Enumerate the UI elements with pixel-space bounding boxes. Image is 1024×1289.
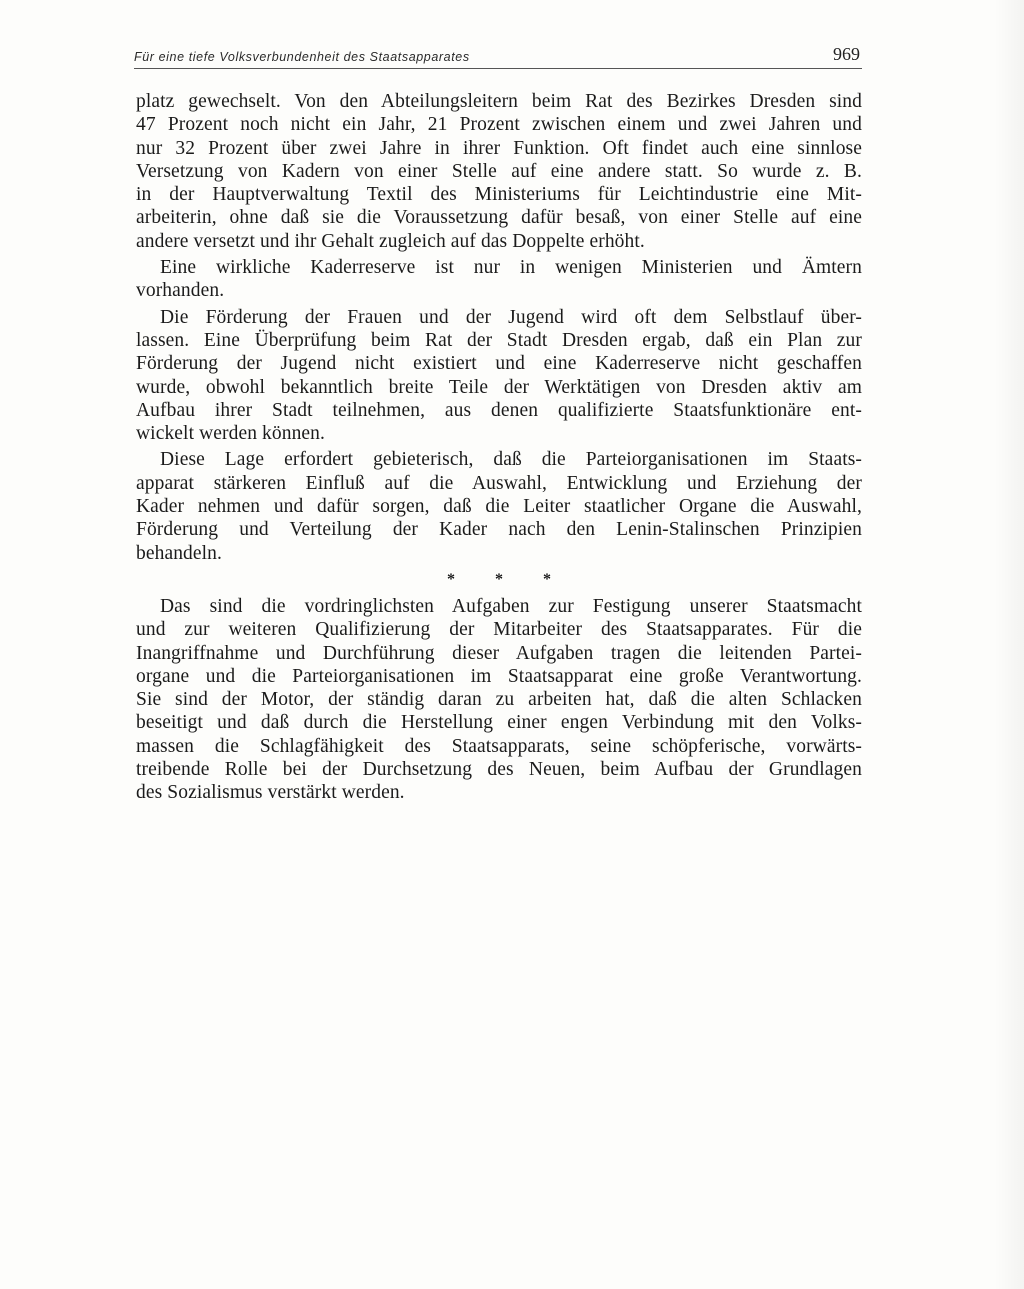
text-line: nur 32 Prozent über zwei Jahre in ihrer Funktion. Oft findet auch eine sinnlose xyxy=(136,137,862,159)
page-header xyxy=(134,44,862,69)
text-line: organe und die Parteiorganisationen im Staatsapparat eine große Verantwortung. xyxy=(136,665,862,687)
text-line: 47 Prozent noch nicht ein Jahr, 21 Prozent zwischen einem und zwei Jahren und xyxy=(136,114,862,136)
text-line: vorhanden. xyxy=(136,280,225,302)
text-line: Förderung der Jugend nicht existiert und eine Kaderreserve nicht geschaffen xyxy=(136,353,862,375)
text-line: und zur weiteren Qualifizierung der Mitarbeiter des Staatsapparates. Für die xyxy=(136,619,862,641)
text-line: Sie sind der Motor, der ständig daran zu arbeiten hat, daß die alten Schlacken xyxy=(136,689,862,711)
text-line: Inangriffnahme und Durchführung dieser Aufgaben tragen die leitenden Partei- xyxy=(136,642,862,664)
text-line: andere versetzt und ihr Gehalt zugleich auf das Doppelte erhöht. xyxy=(136,230,645,252)
text-line: apparat stärkeren Einfluß auf die Auswahl, Entwicklung und Erziehung der xyxy=(136,472,862,494)
scan-edge-shade xyxy=(994,0,1024,1289)
paragraph xyxy=(136,306,862,446)
text-line: Versetzung von Kadern von einer Stelle auf eine andere statt. So wurde z. B. xyxy=(136,160,862,182)
paragraph xyxy=(136,448,862,564)
text-line: Diese Lage erfordert gebieterisch, daß die Parteiorganisationen im Staats- xyxy=(160,449,862,471)
section-separator: * * * xyxy=(447,570,569,588)
text-line: beseitigt und daß durch die Herstellung einer engen Verbindung mit den Volks- xyxy=(136,712,862,734)
text-line: Das sind die vordringlichsten Aufgaben zur Festigung unserer Staatsmacht xyxy=(160,595,862,617)
paragraph xyxy=(136,90,862,253)
text-line: wurde, obwohl bekanntlich breite Teile der Werktätigen von Dresden aktiv am xyxy=(136,376,862,398)
text-line: in der Hauptverwaltung Textil des Ministeriums für Leichtindustrie eine Mit- xyxy=(136,184,862,206)
text-line: platz gewechselt. Von den Abteilungsleitern beim Rat des Bezirkes Dresden sind xyxy=(136,91,862,112)
text-line: wickelt werden können. xyxy=(136,423,326,445)
body-text xyxy=(136,90,862,805)
closing-paragraph xyxy=(136,595,862,805)
text-line: arbeiterin, ohne daß sie die Voraussetzung dafür besaß, von einer Stelle auf eine xyxy=(136,207,862,229)
text-line: Förderung und Verteilung der Kader nach den Lenin-Stalinschen Prinzipien xyxy=(136,519,862,541)
text-line: des Sozialismus verstärkt werden. xyxy=(136,782,405,804)
text-line: treibende Rolle bei der Durchsetzung des Neuen, beim Aufbau der Grundlagen xyxy=(136,759,862,781)
text-line: lassen. Eine Überprüfung beim Rat der Stadt Dresden ergab, daß ein Plan zur xyxy=(136,329,862,351)
text-line: Die Förderung der Frauen und der Jugend wird oft dem Selbstlauf über- xyxy=(160,306,862,328)
text-line: behandeln. xyxy=(136,542,223,564)
text-line: Kader nehmen und dafür sorgen, daß die Leiter staatlicher Organe die Auswahl, xyxy=(136,496,862,518)
text-line: Aufbau ihrer Stadt teilnehmen, aus denen qualifizierte Staatsfunktionäre ent- xyxy=(136,399,862,421)
paragraph xyxy=(136,256,862,303)
running-title: Für eine tiefe Volksverbundenheit des Staatsapparates xyxy=(134,50,470,64)
text-line: Eine wirkliche Kaderreserve ist nur in wenigen Ministerien und Ämtern xyxy=(160,257,862,279)
page-number: 969 xyxy=(833,44,860,64)
text-line: massen die Schlagfähigkeit des Staatsapparats, seine schöpferische, vorwärts- xyxy=(136,735,862,757)
